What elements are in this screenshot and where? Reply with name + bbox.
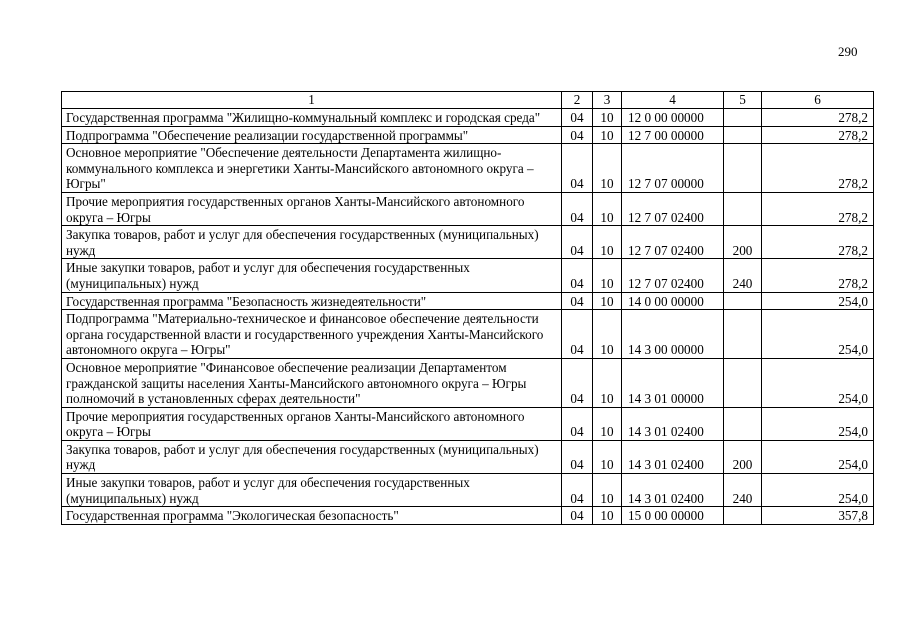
amount-cell: 278,2 [762,109,874,127]
amount-cell: 278,2 [762,144,874,193]
target-article-cell: 12 7 07 02400 [622,192,724,225]
subsection-code-cell: 10 [593,259,622,292]
expense-type-cell [724,126,762,144]
amount-cell: 254,0 [762,474,874,507]
target-article-cell: 12 7 07 02400 [622,259,724,292]
section-code-cell: 04 [562,109,593,127]
column-header: 5 [724,92,762,109]
subsection-code-cell: 10 [593,310,622,359]
table-row [62,440,874,473]
table-row [62,407,874,440]
row-name-cell: Прочие мероприятия государственных органов Ханты-Мансийского автономного округа – Югры [62,407,562,440]
subsection-code-cell: 10 [593,507,622,525]
section-code-cell: 04 [562,440,593,473]
column-header: 1 [62,92,562,109]
target-article-cell: 12 7 07 00000 [622,144,724,193]
row-name-cell: Закупка товаров, работ и услуг для обеспечения государственных (муниципальных) нужд [62,226,562,259]
target-article-cell: 15 0 00 00000 [622,507,724,525]
amount-cell: 278,2 [762,126,874,144]
subsection-code-cell: 10 [593,358,622,407]
row-name-cell: Подпрограмма "Обеспечение реализации государственной программы" [62,126,562,144]
target-article-cell: 14 3 01 02400 [622,474,724,507]
budget-table [61,91,874,525]
expense-type-cell [724,192,762,225]
section-code-cell: 04 [562,358,593,407]
target-article-cell: 14 3 01 00000 [622,358,724,407]
section-code-cell: 04 [562,310,593,359]
target-article-cell: 14 3 01 02400 [622,440,724,473]
table-row [62,226,874,259]
row-name-cell: Прочие мероприятия государственных органов Ханты-Мансийского автономного округа – Югры [62,192,562,225]
expense-type-cell [724,109,762,127]
table-row [62,126,874,144]
subsection-code-cell: 10 [593,109,622,127]
expense-type-cell [724,144,762,193]
amount-cell: 254,0 [762,310,874,359]
amount-cell: 278,2 [762,192,874,225]
amount-cell: 254,0 [762,292,874,310]
target-article-cell: 12 0 00 00000 [622,109,724,127]
amount-cell: 357,8 [762,507,874,525]
table-row [62,358,874,407]
target-article-cell: 14 3 00 00000 [622,310,724,359]
subsection-code-cell: 10 [593,407,622,440]
expense-type-cell [724,292,762,310]
section-code-cell: 04 [562,144,593,193]
amount-cell: 254,0 [762,440,874,473]
table-row [62,109,874,127]
subsection-code-cell: 10 [593,192,622,225]
amount-cell: 278,2 [762,226,874,259]
section-code-cell: 04 [562,126,593,144]
column-header: 2 [562,92,593,109]
subsection-code-cell: 10 [593,126,622,144]
expense-type-cell [724,507,762,525]
subsection-code-cell: 10 [593,292,622,310]
target-article-cell: 14 3 01 02400 [622,407,724,440]
subsection-code-cell: 10 [593,440,622,473]
section-code-cell: 04 [562,226,593,259]
table-row [62,144,874,193]
amount-cell: 254,0 [762,407,874,440]
row-name-cell: Государственная программа "Безопасность жизнедеятельности" [62,292,562,310]
row-name-cell: Основное мероприятие "Обеспечение деятельности Департамента жилищно-коммунального комплекса и энергетики Ханты-Мансийского автономного округа – Югры" [62,144,562,193]
table-row [62,259,874,292]
row-name-cell: Основное мероприятие "Финансовое обеспечение реализации Департаментом гражданской защиты населения Ханты-Мансийского автономного округа – Югры полномочий в установленных сферах деятельности" [62,358,562,407]
expense-type-cell [724,358,762,407]
table-row [62,292,874,310]
amount-cell: 254,0 [762,358,874,407]
page-number: 290 [838,44,858,59]
table-row [62,474,874,507]
column-header: 3 [593,92,622,109]
expense-type-cell: 200 [724,440,762,473]
subsection-code-cell: 10 [593,226,622,259]
table-row [62,192,874,225]
expense-type-cell [724,310,762,359]
expense-type-cell: 240 [724,474,762,507]
section-code-cell: 04 [562,192,593,225]
section-code-cell: 04 [562,407,593,440]
section-code-cell: 04 [562,259,593,292]
table-body [62,109,874,525]
row-name-cell: Закупка товаров, работ и услуг для обеспечения государственных (муниципальных) нужд [62,440,562,473]
section-code-cell: 04 [562,507,593,525]
table-row [62,310,874,359]
row-name-cell: Государственная программа "Жилищно-коммунальный комплекс и городская среда" [62,109,562,127]
row-name-cell: Иные закупки товаров, работ и услуг для обеспечения государственных (муниципальных) нужд [62,474,562,507]
subsection-code-cell: 10 [593,144,622,193]
target-article-cell: 14 0 00 00000 [622,292,724,310]
section-code-cell: 04 [562,292,593,310]
row-name-cell: Иные закупки товаров, работ и услуг для обеспечения государственных (муниципальных) нужд [62,259,562,292]
column-header: 4 [622,92,724,109]
section-code-cell: 04 [562,474,593,507]
subsection-code-cell: 10 [593,474,622,507]
table-row [62,507,874,525]
target-article-cell: 12 7 00 00000 [622,126,724,144]
target-article-cell: 12 7 07 02400 [622,226,724,259]
column-header: 6 [762,92,874,109]
row-name-cell: Подпрограмма "Материально-техническое и финансовое обеспечение деятельности органа государственной власти и государственного учреждения Ханты-Мансийского автономного округа – Югры" [62,310,562,359]
expense-type-cell: 240 [724,259,762,292]
expense-type-cell: 200 [724,226,762,259]
expense-type-cell [724,407,762,440]
table-header-row [62,92,874,109]
amount-cell: 278,2 [762,259,874,292]
row-name-cell: Государственная программа "Экологическая безопасность" [62,507,562,525]
